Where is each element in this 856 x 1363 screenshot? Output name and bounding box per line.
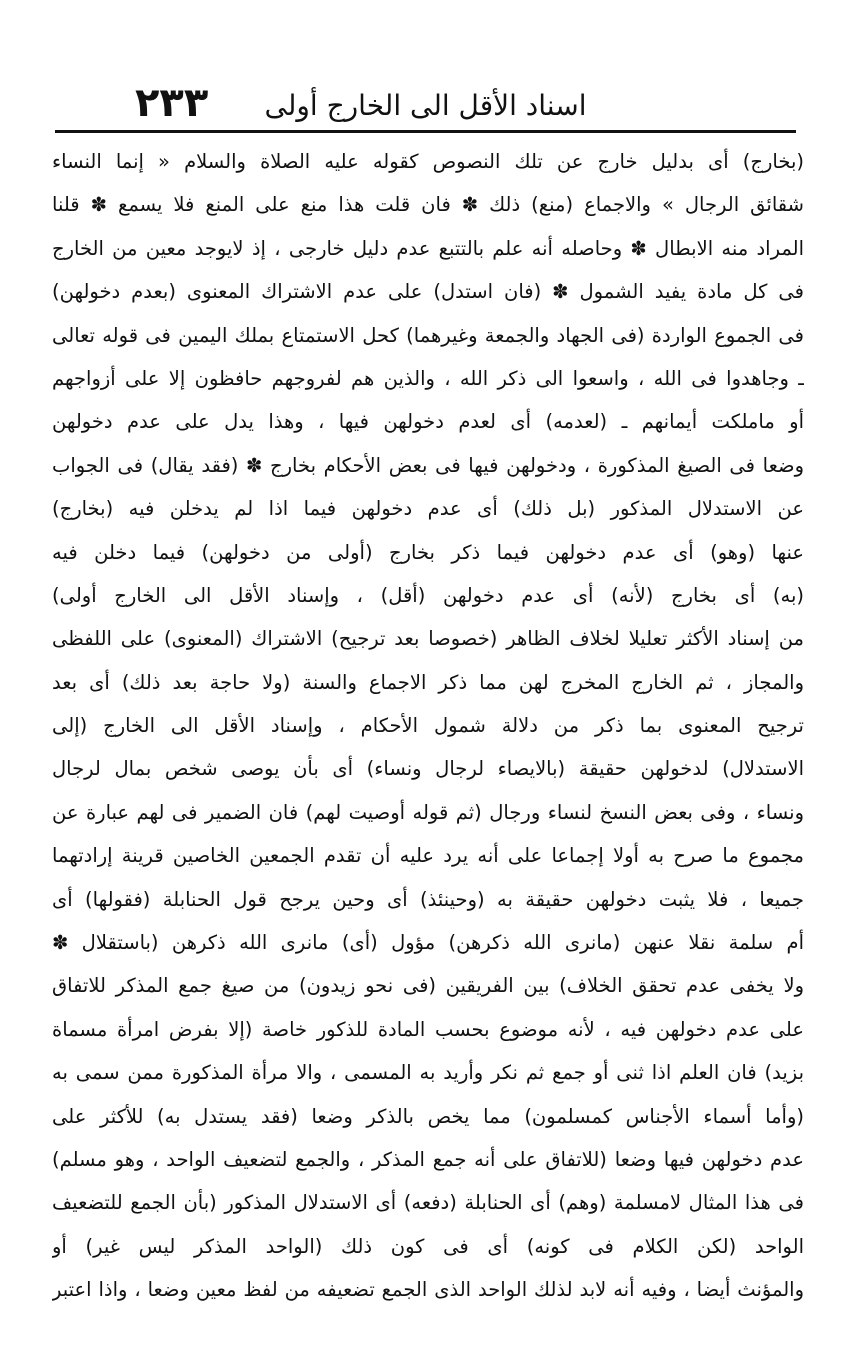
text-line: المراد منه الابطال ✽ وحاصله أنه علم بالتتبع عدم دليل خارجى ، إذ لايوجد معين من الخارج bbox=[52, 236, 804, 260]
text-line: والمؤنث أيضا ، وفيه أنه لابد لذلك الواحد الذى الجمع تضعيفه من لفظ معين وضعا ، واذا اعتبر bbox=[52, 1278, 804, 1302]
text-line: وضعا فى الصيغ المذكورة ، ودخولهن فيها فى بعض الأحكام بخارج ✽ (فقد يقال) فى الجواب bbox=[52, 453, 804, 477]
body-text bbox=[52, 140, 804, 1312]
text-line: أو ماملكت أيمانهم ـ (لعدمه) أى لعدم دخولهن فيها ، وهذا يدل على عدم دخولهن bbox=[52, 410, 804, 434]
text-line: ولا يخفى عدم تحقق الخلاف) بين الفريقين (فى نحو زيدون) من صيغ جمع المذكر للاتفاق bbox=[52, 974, 804, 998]
text-line: على عدم دخولهن فيه ، لأنه موضوع بحسب المادة للذكور خاصة (إلا بفرض امرأة مسماة bbox=[52, 1017, 804, 1041]
text-line: والمجاز ، ثم الخارج المخرج لهن مما ذكر الاجماع والسنة (ولا حاجة بعد ذلك) أى بعد bbox=[52, 670, 804, 694]
text-line: بزيد) فان العلم اذا ثنى أو جمع ثم نكر وأريد به المسمى ، والا مرأة المذكورة ممن سمى به bbox=[52, 1061, 804, 1085]
page-number: ٢٣٣ bbox=[135, 80, 209, 126]
text-line: جميعا ، فلا يثبت دخولهن حقيقة به (وحينئذ) أى وحين يرجح قول الحنابلة (فقولها) أى bbox=[52, 887, 804, 911]
text-line: ترجيح المعنوى بما ذكر من دلالة شمول الأحكام ، وإسناد الأقل الى الخارج (إلى bbox=[52, 714, 804, 738]
text-line: الواحد (لكن الكلام فى كونه) أى فى كون ذلك (الواحد المذكر ليس غير) أو bbox=[52, 1234, 804, 1258]
running-title: اسناد الأقل الى الخارج أولى bbox=[264, 89, 587, 122]
text-line: مجموع ما صرح به أولا إجماعا على أنه يرد عليه أن تقدم الجمعين الخاصين قرينة إرادتهما bbox=[52, 844, 804, 868]
text-line: ونساء ، وفى بعض النسخ لنساء ورجال (ثم قوله أوصيت لهم) فان الضمير فى لهم عبارة عن bbox=[52, 800, 804, 824]
text-line: (بخارج) أى بدليل خارج عن تلك النصوص كقوله عليه الصلاة والسلام « إنما النساء bbox=[52, 150, 804, 173]
text-line: (وأما أسماء الأجناس كمسلمون) مما يخص بالذكر وضعا (فقد يستدل به) للأكثر على bbox=[52, 1104, 804, 1128]
text-line: ـ وجاهدوا فى الله ، واسعوا الى ذكر الله ، والذين هم لفروجهم حافظون إلا على أزواجهم bbox=[52, 366, 804, 390]
text-line: عنها (وهو) أى عدم دخولهن فيما ذكر بخارج (أولى من دخولهن) فيما دخلن فيه bbox=[52, 540, 804, 564]
text-line: فى الجموع الواردة (فى الجهاد والجمعة وغيرهما) كحل الاستمتاع بملك اليمين فى قوله تعالى bbox=[52, 323, 804, 347]
text-line: عن الاستدلال المذكور (بل ذلك) أى عدم دخولهن فيما اذا لم يدخلن فيه (بخارج) bbox=[52, 497, 804, 521]
text-line: من إسناد الأكثر تعليلا لخلاف الظاهر (خصوصا بعد ترجيح) الاشتراك (المعنوى) على اللفظى bbox=[52, 627, 804, 651]
text-line: الاستدلال) لدخولهن حقيقة (بالايصاء لرجال ونساء) أى بأن يوصى شخص بمال لرجال bbox=[52, 757, 804, 781]
text-line: (به) أى بخارج (لأنه) أى عدم دخولهن (أقل) ، وإسناد الأقل الى الخارج أولى) bbox=[52, 583, 804, 607]
text-line: أم سلمة نقلا عنهن (مانرى الله ذكرهن) مؤول (أى) مانرى الله ذكرهن (باستقلال ✽ bbox=[52, 931, 804, 955]
text-line: فى كل مادة يفيد الشمول ✽ (فان استدل) على عدم الاشتراك المعنوى (بعدم دخولهن) bbox=[52, 280, 804, 304]
text-line: شقائق الرجال » والاجماع (منع) ذلك ✽ فان قلت هذا منع على المنع فلا يسمع ✽ قلنا bbox=[52, 193, 804, 217]
text-line: فى هذا المثال لامسلمة (وهم) أى الحنابلة (دفعه) أى الاستدلال المذكور (بأن الجمع للتضعيف bbox=[52, 1191, 804, 1215]
page-header bbox=[55, 80, 796, 133]
text-line: عدم دخولهن فيها وضعا (للاتفاق على أنه جمع المذكر ، والجمع لتضعيف الواحد ، وهو مسلم) bbox=[52, 1147, 804, 1171]
